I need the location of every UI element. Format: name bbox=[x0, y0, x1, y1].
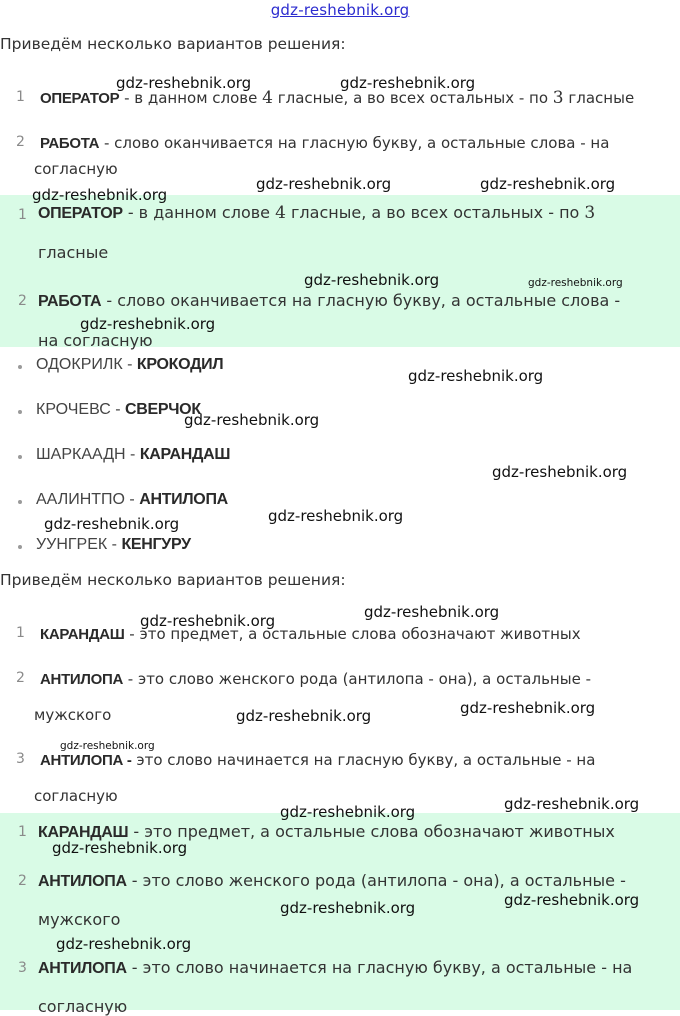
list-number: 1 bbox=[18, 824, 27, 840]
bullet-dot bbox=[18, 545, 22, 549]
list-item-continuation: на согласную bbox=[38, 331, 153, 350]
list-number: 1 bbox=[18, 207, 27, 223]
watermark: gdz-reshebnik.org bbox=[60, 740, 155, 752]
keyword: АНТИЛОПА - bbox=[40, 752, 132, 769]
watermark: gdz-reshebnik.org bbox=[480, 175, 616, 193]
watermark: gdz-reshebnik.org bbox=[460, 699, 596, 717]
watermark: gdz-reshebnik.org bbox=[504, 795, 640, 813]
scrambled-word: ААЛИНТПО bbox=[36, 491, 125, 508]
watermark: gdz-reshebnik.org bbox=[44, 515, 180, 533]
bullet-dot bbox=[18, 365, 22, 369]
watermark: gdz-reshebnik.org bbox=[236, 707, 372, 725]
watermark: gdz-reshebnik.org bbox=[256, 175, 392, 193]
list-number: 2 bbox=[16, 670, 25, 686]
watermark: gdz-reshebnik.org bbox=[140, 612, 276, 630]
answer-word: СВЕРЧОК bbox=[124, 401, 201, 418]
watermark: gdz-reshebnik.org bbox=[364, 603, 500, 621]
list-number: 2 bbox=[16, 134, 25, 150]
list-item-continuation: согласную bbox=[34, 160, 118, 178]
watermark: gdz-reshebnik.org bbox=[504, 891, 640, 909]
list-number: 3 bbox=[16, 751, 25, 767]
keyword: КАРАНДАШ bbox=[38, 824, 129, 841]
bullet-dot bbox=[18, 410, 22, 414]
watermark: gdz-reshebnik.org bbox=[340, 74, 476, 92]
text-part: - в данном слове bbox=[119, 89, 263, 107]
number-value: 4 bbox=[262, 88, 273, 108]
text-part: гласные, а во всех остальных - по bbox=[285, 203, 585, 222]
watermark: gdz-reshebnik.org bbox=[492, 463, 628, 481]
text-part: - это слово женского рода (антилопа - она), а остальные - bbox=[123, 670, 591, 688]
text-part: гласные, а во всех остальных - по bbox=[272, 89, 553, 107]
watermark: gdz-reshebnik.org bbox=[280, 803, 416, 821]
watermark: gdz-reshebnik.org bbox=[80, 315, 216, 333]
keyword: АНТИЛОПА bbox=[40, 671, 124, 688]
list-number: 3 bbox=[18, 960, 27, 976]
watermark: gdz-reshebnik.org bbox=[408, 367, 544, 385]
watermark: gdz-reshebnik.org bbox=[56, 935, 192, 953]
list-item-text bbox=[38, 950, 680, 987]
list-item-text bbox=[40, 661, 670, 698]
watermark: gdz-reshebnik.org bbox=[304, 271, 440, 289]
section1-intro: Приведём несколько вариантов решения: bbox=[0, 35, 346, 53]
list-number: 2 bbox=[18, 873, 27, 889]
number-value: 3 bbox=[552, 88, 564, 108]
watermark: gdz-reshebnik.org bbox=[32, 186, 168, 204]
answer-word: КАРАНДАШ bbox=[139, 446, 231, 463]
text-part: - это слово женского рода (антилопа - она), а остальные - bbox=[126, 871, 626, 890]
list-number: 1 bbox=[16, 625, 25, 641]
keyword: РАБОТА bbox=[38, 293, 102, 310]
list-item-continuation: гласные bbox=[38, 243, 109, 262]
bullet-dot bbox=[18, 455, 22, 459]
keyword: АНТИЛОПА bbox=[38, 873, 127, 890]
text-part: - это предмет, а остальные слова обозначают животных bbox=[128, 822, 615, 841]
text-part: - в данном слове bbox=[122, 203, 276, 222]
keyword: АНТИЛОПА bbox=[38, 960, 127, 977]
answer-word: КЕНГУРУ bbox=[121, 536, 191, 553]
list-item-text bbox=[40, 616, 670, 653]
text-part: - это слово начинается на гласную букву, а остальные - на bbox=[126, 958, 633, 977]
bullet-dot bbox=[18, 500, 22, 504]
keyword: ОПЕРАТОР bbox=[40, 90, 120, 107]
list-item-continuation: согласную bbox=[34, 787, 118, 805]
section2-intro: Приведём несколько вариантов решения: bbox=[0, 571, 346, 589]
watermark: gdz-reshebnik.org bbox=[116, 74, 252, 92]
watermark: gdz-reshebnik.org bbox=[52, 839, 188, 857]
text-part: это слово начинается на гласную букву, а остальные - на bbox=[131, 751, 596, 769]
header-site-link[interactable]: gdz-reshebnik.org bbox=[270, 1, 410, 19]
watermark: gdz-reshebnik.org bbox=[184, 411, 320, 429]
watermark: gdz-reshebnik.org bbox=[528, 277, 623, 289]
list-number: 1 bbox=[16, 89, 25, 105]
keyword: КАРАНДАШ bbox=[40, 626, 125, 643]
watermark: gdz-reshebnik.org bbox=[280, 899, 416, 917]
scrambled-word: КРОЧЕВС bbox=[36, 401, 111, 418]
number-value: 4 bbox=[275, 203, 286, 223]
scrambled-word: УУНГРЕК bbox=[36, 536, 108, 553]
number-value: 3 bbox=[584, 203, 596, 223]
text-part: - слово оканчивается на гласную букву, а остальные слова - bbox=[101, 291, 621, 310]
scrambled-word: ОДОКРИЛК bbox=[36, 356, 123, 373]
text-part: - слово оканчивается на гласную букву, а остальные слова - на bbox=[99, 134, 610, 152]
list-number: 2 bbox=[18, 293, 27, 309]
answer-word: КРОКОДИЛ bbox=[136, 356, 224, 373]
text-part: гласные bbox=[563, 89, 635, 107]
watermark: gdz-reshebnik.org bbox=[268, 507, 404, 525]
list-item-continuation: согласную bbox=[38, 997, 128, 1016]
keyword: РАБОТА bbox=[40, 135, 100, 152]
list-item-continuation: мужского bbox=[34, 706, 112, 724]
list-item-continuation: мужского bbox=[38, 910, 121, 929]
scrambled-word: ШАРКААДН bbox=[36, 446, 126, 463]
keyword: ОПЕРАТОР bbox=[38, 205, 123, 222]
answer-word: АНТИЛОПА bbox=[139, 491, 228, 508]
text-part: - это предмет, а остальные слова обозначают животных bbox=[124, 625, 581, 643]
